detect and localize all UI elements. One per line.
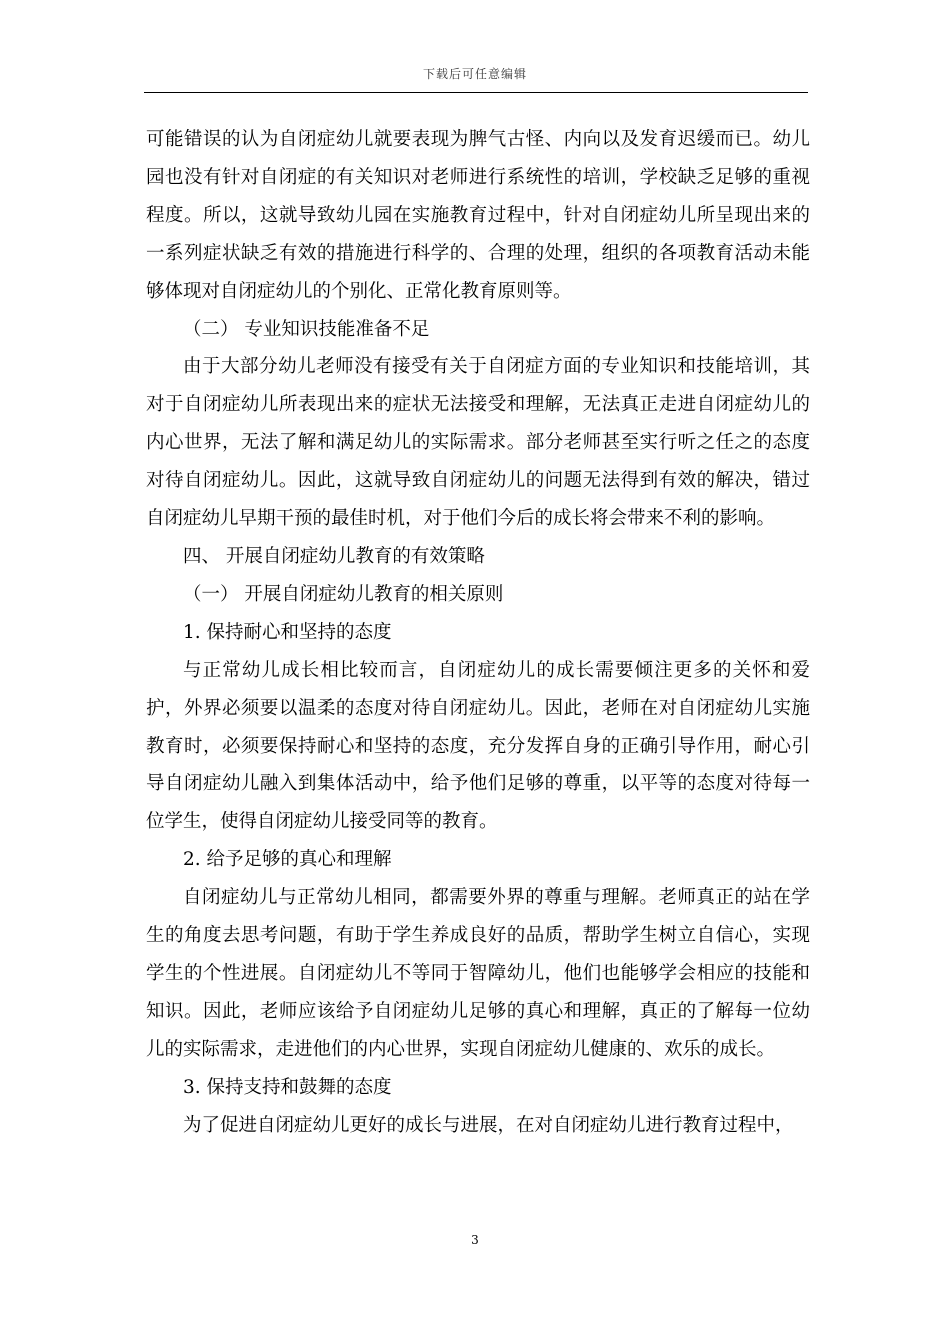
chapter-heading-4: 四、 开展自闭症幼儿教育的有效策略 — [183, 545, 485, 567]
paragraph: 与正常幼儿成长相比较而言，自闭症幼儿的成长需要倾注更多的关怀和爱护，外界必须要以温柔的态度对待自闭症幼儿。因此，老师在对自闭症幼儿实施教育时，必须要保持耐心和坚持的态度，充分发挥自身的正确引导作用，耐心引导自闭症幼儿融入到集体活动中，给予他们足够的尊重，以平等的态度对待每一位学生，使得自闭症幼儿接受同等的教育。 — [146, 659, 810, 833]
paragraph: 为了促进自闭症幼儿更好的成长与进展，在对自闭症幼儿进行教育过程中， — [183, 1114, 794, 1136]
page-number: 3 — [471, 1233, 479, 1247]
page-header: 下载后可任意编辑 — [422, 67, 527, 81]
subheading-3: 3. 保持支持和鼓舞的态度 — [183, 1076, 392, 1098]
paragraph: 由于大部分幼儿老师没有接受有关于自闭症方面的专业知识和技能培训，其对于自闭症幼儿所表现出来的症状无法接受和理解，无法真正走进自闭症幼儿的内心世界，无法了解和满足幼儿的实际需求。部分老师甚至实行听之任之的态度对待自闭症幼儿。因此，这就导致自闭症幼儿的问题无法得到有效的解决，错过自闭症幼儿早期干预的最佳时机，对于他们今后的成长将会带来不利的影响。 — [146, 356, 810, 530]
document-body — [146, 121, 810, 1144]
header-divider — [144, 92, 808, 93]
paragraph-continuation: 可能错误的认为自闭症幼儿就要表现为脾气古怪、内向以及发育迟缓而已。幼儿园也没有针对自闭症的有关知识对老师进行系统性的培训，学校缺乏足够的重视程度。所以，这就导致幼儿园在实施教育过程中，针对自闭症幼儿所呈现出来的一系列症状缺乏有效的措施进行科学的、合理的处理，组织的各项教育活动未能够体现对自闭症幼儿的个别化、正常化教育原则等。 — [146, 129, 810, 302]
subheading-1: 1. 保持耐心和坚持的态度 — [183, 621, 392, 643]
subheading-2: 2. 给予足够的真心和理解 — [183, 849, 392, 871]
paragraph: 自闭症幼儿与正常幼儿相同，都需要外界的尊重与理解。老师真正的站在学生的角度去思考问题，有助于学生养成良好的品质，帮助学生树立自信心，实现学生的个性进展。自闭症幼儿不等同于智障幼儿，他们也能够学会相应的技能和知识。因此，老师应该给予自闭症幼儿足够的真心和理解，真正的了解每一位幼儿的实际需求，走进他们的内心世界，实现自闭症幼儿健康的、欢乐的成长。 — [146, 887, 810, 1060]
section-heading-2: （二） 专业知识技能准备不足 — [183, 318, 430, 340]
section-heading-1: （一） 开展自闭症幼儿教育的相关原则 — [183, 583, 504, 605]
